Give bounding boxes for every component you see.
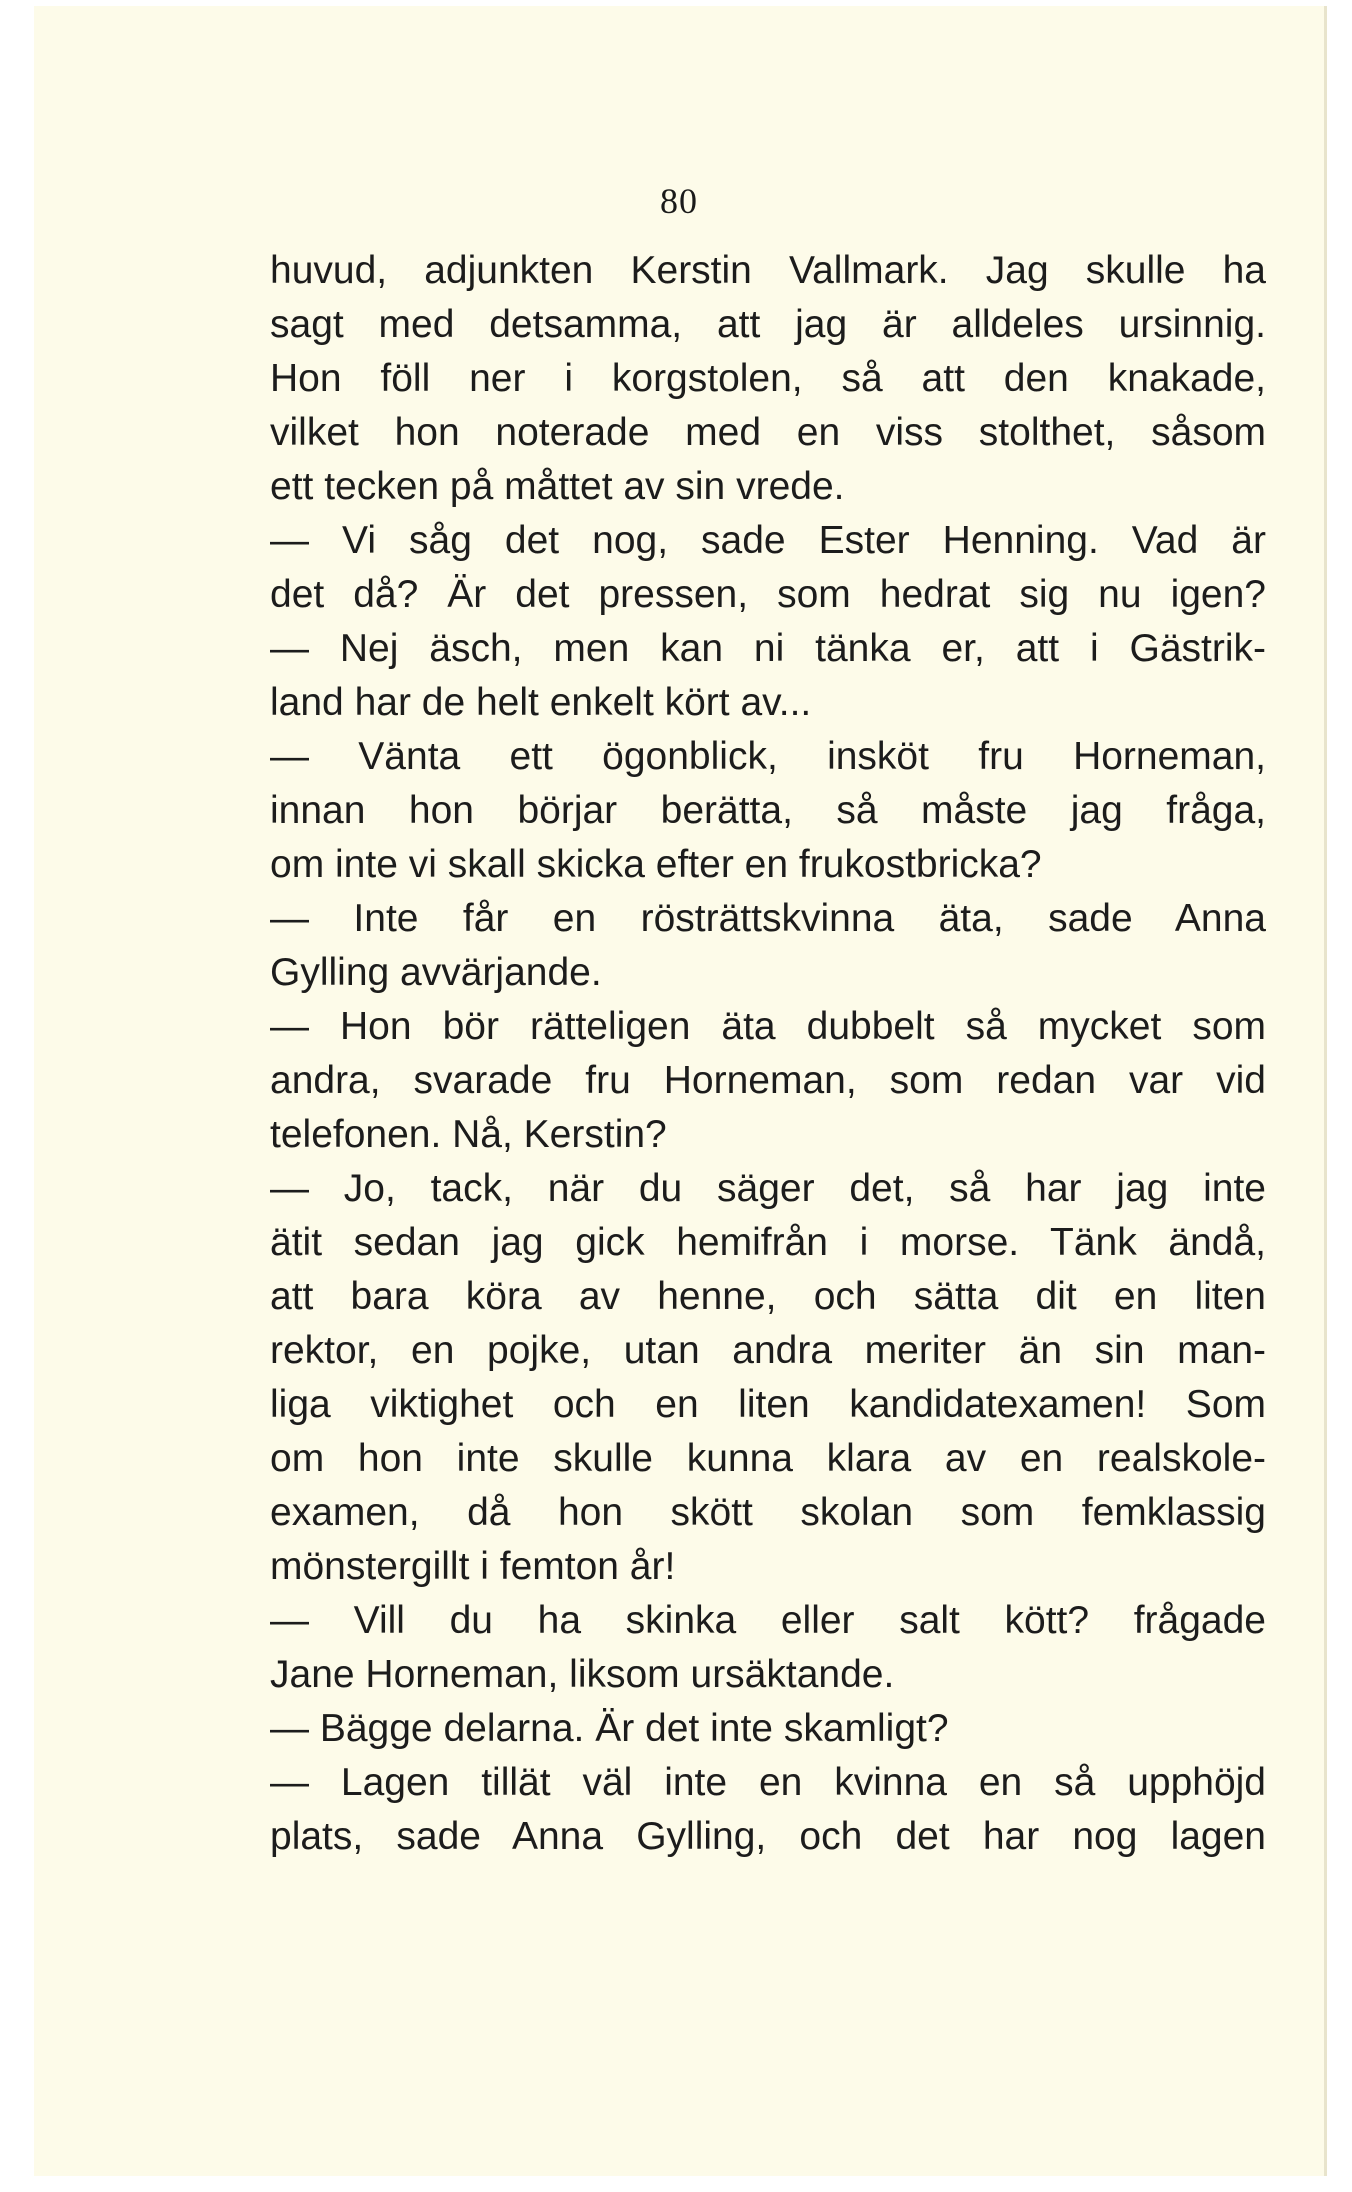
text-line: land har de helt enkelt kört av... [270, 681, 812, 724]
text-line: Hon föll ner i korgstolen, så att den knakade, [270, 357, 1266, 400]
text-line: — Hon bör rätteligen äta dubbelt så mycket som [270, 1005, 1266, 1048]
text-line: andra, svarade fru Horneman, som redan var vid [270, 1059, 1266, 1102]
text-line: — Vi såg det nog, sade Ester Henning. Vad är [270, 519, 1266, 562]
text-line: Gylling avvärjande. [270, 951, 602, 994]
text-line: — Lagen tillät väl inte en kvinna en så upphöjd [270, 1761, 1266, 1804]
text-line: — Nej äsch, men kan ni tänka er, att i Gästrik- [270, 627, 1266, 670]
text-line: plats, sade Anna Gylling, och det har nog lagen [270, 1815, 1266, 1858]
text-line: innan hon börjar berätta, så måste jag fråga, [270, 789, 1266, 832]
text-line: — Inte får en rösträttskvinna äta, sade Anna [270, 897, 1266, 940]
page-number: 80 [660, 181, 698, 221]
text-line: — Vill du ha skinka eller salt kött? frågade [270, 1599, 1266, 1642]
text-line: — Bägge delarna. Är det inte skamligt? [270, 1707, 949, 1750]
text-line: telefonen. Nå, Kerstin? [270, 1113, 667, 1156]
text-line: det då? Är det pressen, som hedrat sig nu igen? [270, 573, 1266, 616]
text-line: rektor, en pojke, utan andra meriter än sin man- [270, 1329, 1266, 1372]
book-page [34, 6, 1327, 2176]
text-line: om hon inte skulle kunna klara av en realskole- [270, 1437, 1266, 1480]
text-line: — Vänta ett ögonblick, insköt fru Horneman, [270, 735, 1266, 778]
text-line: vilket hon noterade med en viss stolthet, såsom [270, 411, 1266, 454]
text-line: Jane Horneman, liksom ursäktande. [270, 1653, 895, 1696]
text-line: mönstergillt i femton år! [270, 1545, 676, 1588]
text-line: huvud, adjunkten Kerstin Vallmark. Jag skulle ha [270, 249, 1266, 292]
text-line: att bara köra av henne, och sätta dit en liten [270, 1275, 1266, 1318]
body-text [270, 244, 1266, 1864]
text-line: ett tecken på måttet av sin vrede. [270, 465, 845, 508]
text-line: — Jo, tack, när du säger det, så har jag inte [270, 1167, 1266, 1210]
text-line: liga viktighet och en liten kandidatexamen! Som [270, 1383, 1266, 1426]
text-line: examen, då hon skött skolan som femklassig [270, 1491, 1266, 1534]
text-line: ätit sedan jag gick hemifrån i morse. Tänk ändå, [270, 1221, 1266, 1264]
text-line: om inte vi skall skicka efter en frukostbricka? [270, 843, 1042, 886]
text-line: sagt med detsamma, att jag är alldeles ursinnig. [270, 303, 1266, 346]
